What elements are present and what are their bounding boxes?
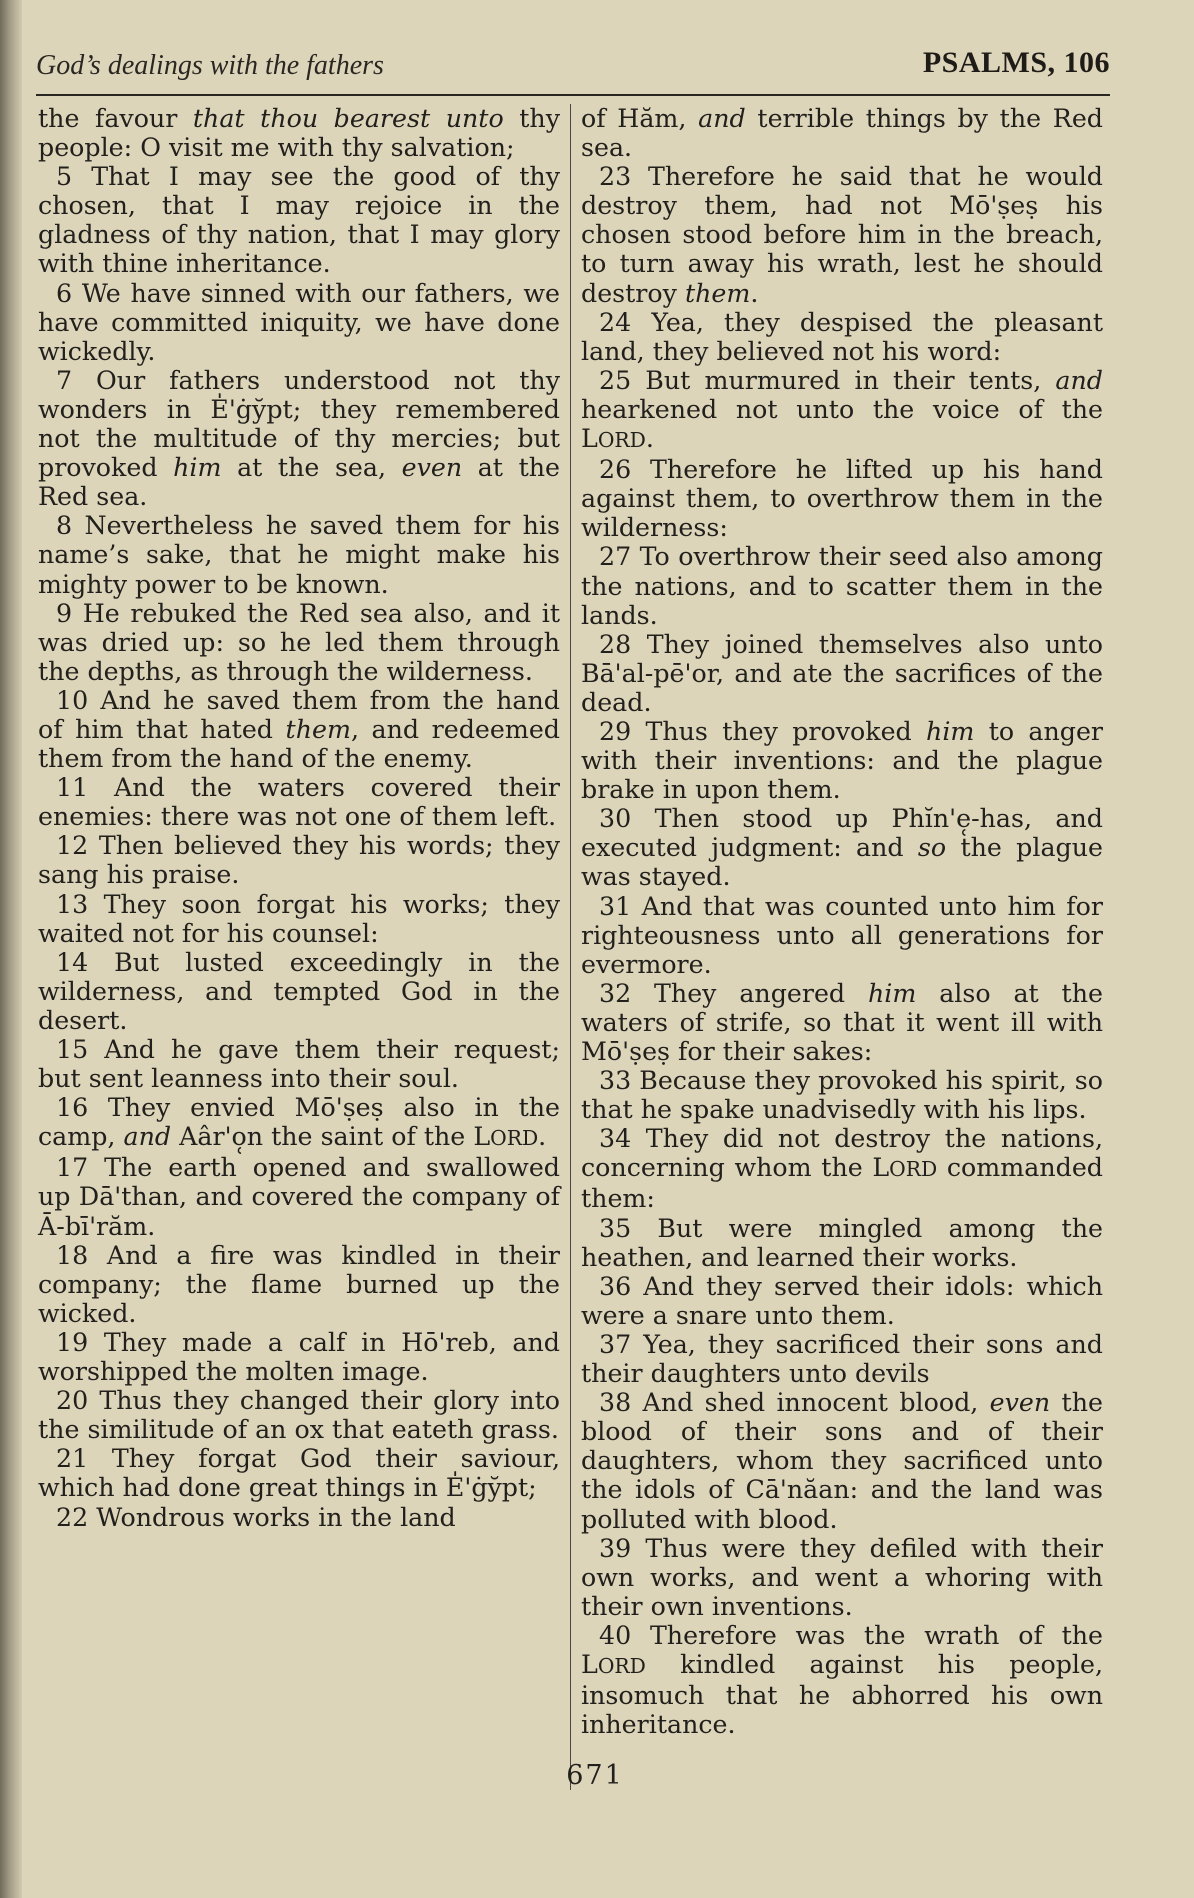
verse-paragraph: 6 We have sinned with our fathers, we have committed iniquity, we have done wickedly.: [38, 278, 560, 366]
verse-paragraph: 36 And they served their idols: which were a snare unto them.: [581, 1271, 1103, 1330]
running-header: [36, 44, 1110, 94]
verse-paragraph: 28 They joined themselves also unto Bā'al-pē'or, and ate the sacrifices of the dead.: [581, 629, 1103, 717]
verse-paragraph: 21 They forgat God their saviour, which had done great things in E̍'ġy̆pt;: [38, 1444, 560, 1503]
page-number: 671: [566, 1760, 624, 1791]
verse-paragraph: of Hăm, and terrible things by the Red sea.: [581, 104, 1103, 163]
verse-paragraph: 8 Nevertheless he saved them for his name’s sake, that he might make his mighty power to be known.: [38, 511, 560, 599]
verse-paragraph: 30 Then stood up Phĭn'e̜-has, and executed judgment: and so the plague was stayed.: [581, 804, 1103, 892]
running-head-right: PSALMS, 106: [922, 46, 1110, 79]
verse-paragraph: 23 Therefore he said that he would destroy them, had not Mō'ṣeṣ his chosen stood before him in the breach, to turn away his wrath, lest he should destroy them.: [581, 162, 1103, 308]
verse-paragraph: 14 But lusted exceedingly in the wilderness, and tempted God in the desert.: [38, 947, 560, 1035]
verse-paragraph: 34 They did not destroy the nations, concerning whom the LORD commanded them:: [581, 1124, 1103, 1214]
verse-paragraph: 27 To overthrow their seed also among the nations, and to scatter them in the lands.: [581, 542, 1103, 630]
verse-paragraph: 7 Our fathers understood not thy wonders in E̍'ġy̆pt; they remembered not the multitude of thy mercies; but provoked him at the sea, even at the Red sea.: [38, 365, 560, 512]
verse-paragraph: 38 And shed innocent blood, even the blood of their sons and of their daughters, whom they sacrificed unto the idols of Cā'năan: and the land was polluted with blood.: [581, 1388, 1103, 1534]
verse-paragraph: 31 And that was counted unto him for righteousness unto all generations for evermore.: [581, 891, 1103, 979]
verse-paragraph: 24 Yea, they despised the pleasant land, they believed not his word:: [581, 307, 1103, 366]
verse-paragraph: 5 That I may see the good of thy chosen, that I may rejoice in the gladness of thy nation, that I may glory with thine inheritance.: [38, 162, 560, 279]
verse-paragraph: 11 And the waters covered their enemies: there was not one of them left.: [38, 773, 560, 832]
verse-paragraph: 33 Because they provoked his spirit, so that he spake unadvisedly with his lips.: [581, 1066, 1103, 1125]
verse-paragraph: 25 But murmured in their tents, and hearkened not unto the voice of the LORD.: [581, 365, 1103, 454]
right-text-column: [581, 104, 1103, 1739]
verse-paragraph: 16 They envied Mō'ṣeṣ also in the camp, and Aâr'o̜n the saint of the LORD.: [38, 1093, 560, 1152]
verse-paragraph: 22 Wondrous works in the land: [56, 1502, 456, 1532]
verse-paragraph: 12 Then believed they his words; they sang his praise.: [38, 831, 560, 890]
verse-paragraph: the favour that thou bearest unto thy people: O visit me with thy salvation;: [38, 104, 560, 163]
verse-paragraph: 35 But were mingled among the heathen, and learned their works.: [581, 1213, 1103, 1272]
verse-paragraph: 40 Therefore was the wrath of the LORD kindled against his people, insomuch that he abhorred his own inheritance.: [581, 1620, 1103, 1740]
left-text-column: [38, 104, 560, 1532]
verse-paragraph: 19 They made a calf in Hō'reb, and worshipped the molten image.: [38, 1327, 560, 1387]
verse-paragraph: 9 He rebuked the Red sea also, and it was dried up: so he led them through the depths, as through the wilderness.: [38, 598, 560, 686]
verse-paragraph: 18 And a fire was kindled in their company; the flame burned up the wicked.: [38, 1240, 560, 1328]
verse-paragraph: 37 Yea, they sacrificed their sons and their daughters unto devils: [581, 1329, 1103, 1389]
book-spine-shadow: [0, 0, 22, 1898]
running-head-left: God’s dealings with the fathers: [36, 50, 384, 81]
verse-paragraph: 17 The earth opened and swallowed up Dā'than, and covered the company of Ā-bī'răm.: [38, 1153, 560, 1241]
verse-paragraph: 29 Thus they provoked him to anger with their inventions: and the plague brake in upon them.: [581, 716, 1104, 805]
header-rule: [36, 94, 1110, 96]
verse-paragraph: 39 Thus were they defiled with their own works, and went a whoring with their own inventions.: [581, 1533, 1103, 1621]
verse-paragraph: 15 And he gave them their request; but sent leanness into their soul.: [38, 1035, 560, 1094]
column-divider: [570, 104, 571, 1790]
verse-paragraph: 13 They soon forgat his works; they waited not for his counsel:: [38, 889, 560, 948]
verse-paragraph: 26 Therefore he lifted up his hand against them, to overthrow them in the wilderness:: [581, 455, 1103, 543]
verse-paragraph: 10 And he saved them from the hand of him that hated them, and redeemed them from the hand of the enemy.: [38, 685, 560, 774]
verse-paragraph: 32 They angered him also at the waters of strife, so that it went ill with Mō'ṣeṣ for their sakes:: [581, 978, 1103, 1066]
verse-paragraph: 20 Thus they changed their glory into the similitude of an ox that eateth grass.: [38, 1386, 560, 1445]
